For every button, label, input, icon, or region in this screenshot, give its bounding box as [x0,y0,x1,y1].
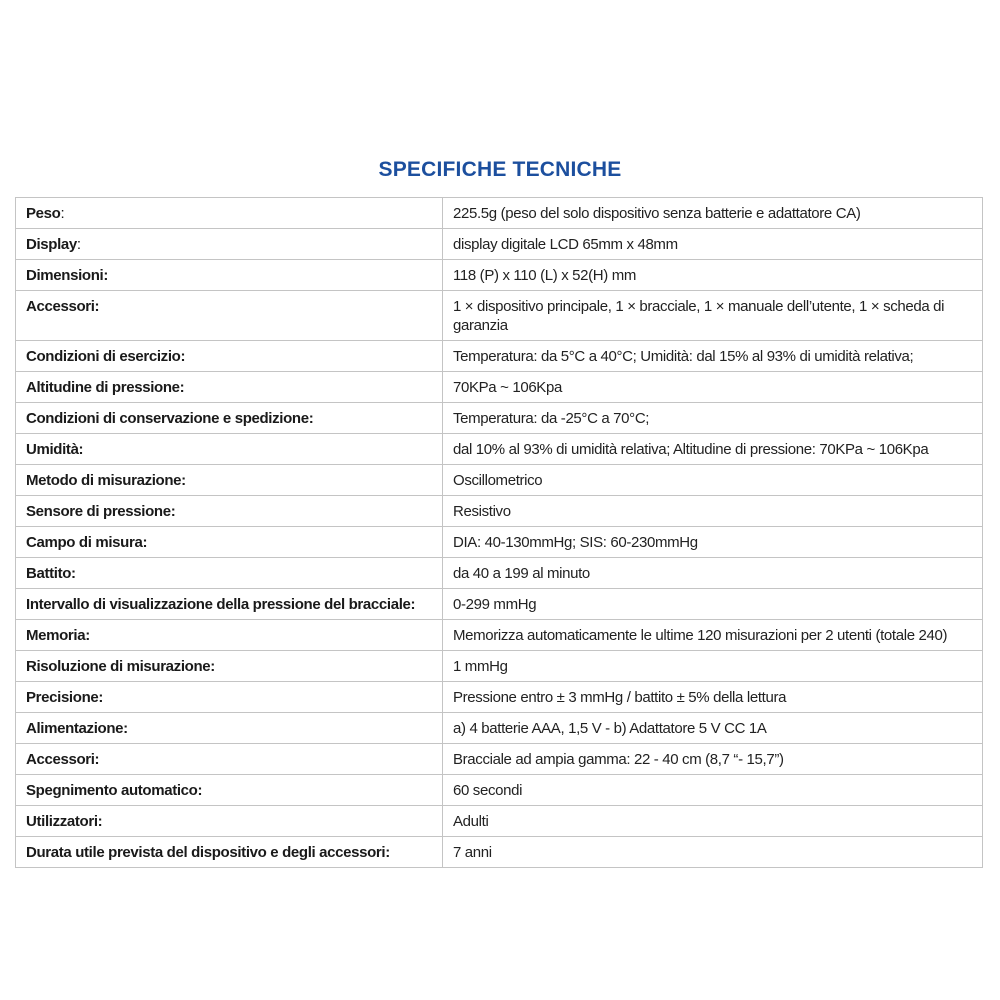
spec-value: a) 4 batterie AAA, 1,5 V - b) Adattatore 5 V CC 1A [443,713,983,744]
spec-label-cell [16,341,443,372]
spec-label-cell [16,372,443,403]
specifications-table [15,197,983,868]
spec-value: Temperatura: da 5°C a 40°C; Umidità: dal 15% al 93% di umidità relativa; [443,341,983,372]
spec-label: Umidità: [26,441,84,458]
spec-row [16,496,983,527]
spec-label: Altitudine di pressione: [26,379,185,396]
spec-label: Durata utile prevista del dispositivo e degli accessori: [26,844,390,861]
spec-label-cell [16,496,443,527]
spec-row [16,620,983,651]
spec-label-cell [16,775,443,806]
spec-label: Alimentazione: [26,720,128,737]
spec-label-cell [16,837,443,868]
spec-value: 7 anni [443,837,983,868]
spec-row [16,229,983,260]
spec-row [16,806,983,837]
spec-label: Spegnimento automatico: [26,782,203,799]
spec-row [16,260,983,291]
spec-row [16,434,983,465]
spec-label-cell [16,465,443,496]
spec-label-cell [16,744,443,775]
spec-label: Campo di misura: [26,534,148,551]
spec-value: da 40 a 199 al minuto [443,558,983,589]
spec-label-cell [16,198,443,229]
spec-label: Dimensioni: [26,267,108,284]
spec-row [16,372,983,403]
spec-value: Adulti [443,806,983,837]
spec-label-cell [16,403,443,434]
spec-label-cell [16,527,443,558]
spec-row [16,713,983,744]
spec-label-cell [16,260,443,291]
spec-label: Metodo di misurazione: [26,472,186,489]
spec-label: Condizioni di conservazione e spedizione: [26,410,314,427]
spec-row [16,527,983,558]
spec-label: Battito: [26,565,76,582]
spec-value: 0-299 mmHg [443,589,983,620]
spec-value: Pressione entro ± 3 mmHg / battito ± 5% della lettura [443,682,983,713]
spec-row [16,465,983,496]
spec-value: 1 × dispositivo principale, 1 × bracciale, 1 × manuale dell’utente, 1 × scheda di garanzia [443,291,983,341]
spec-label-cell [16,558,443,589]
spec-row [16,341,983,372]
spec-label: Precisione: [26,689,104,706]
spec-label: Peso [26,205,61,222]
spec-label: Display [26,236,77,253]
spec-label: Intervallo di visualizzazione della pressione del bracciale: [26,596,416,613]
spec-label: Condizioni di esercizio: [26,348,186,365]
spec-value: 118 (P) x 110 (L) x 52(H) mm [443,260,983,291]
spec-row [16,291,983,341]
spec-label: Memoria: [26,627,90,644]
page-title: SPECIFICHE TECNICHE [378,158,622,181]
spec-value: 70KPa ~ 106Kpa [443,372,983,403]
spec-label: Sensore di pressione: [26,503,176,520]
spec-row [16,775,983,806]
spec-row [16,198,983,229]
spec-label-cell [16,713,443,744]
spec-value: Memorizza automaticamente le ultime 120 misurazioni per 2 utenti (totale 240) [443,620,983,651]
spec-label-colon: : [60,205,65,222]
spec-label-cell [16,651,443,682]
spec-label-colon: : [76,236,81,253]
spec-label-cell [16,229,443,260]
spec-label: Accessori: [26,298,100,315]
spec-label-cell [16,620,443,651]
spec-value: 225.5g (peso del solo dispositivo senza batterie e adattatore CA) [443,198,983,229]
spec-value: DIA: 40-130mmHg; SIS: 60-230mmHg [443,527,983,558]
spec-label-cell [16,682,443,713]
spec-row [16,403,983,434]
spec-row [16,837,983,868]
spec-value: 60 secondi [443,775,983,806]
spec-label-cell [16,434,443,465]
specifications-table-body [16,198,983,868]
spec-value: 1 mmHg [443,651,983,682]
spec-label: Accessori: [26,751,100,768]
spec-value: Bracciale ad ampia gamma: 22 - 40 cm (8,7 “- 15,7”) [443,744,983,775]
spec-row [16,558,983,589]
spec-row [16,682,983,713]
spec-row [16,589,983,620]
spec-label-cell [16,589,443,620]
spec-row [16,651,983,682]
spec-value: Temperatura: da -25°C a 70°C; [443,403,983,434]
spec-label-cell [16,806,443,837]
spec-value: dal 10% al 93% di umidità relativa; Altitudine di pressione: 70KPa ~ 106Kpa [443,434,983,465]
spec-row [16,744,983,775]
spec-value: Oscillometrico [443,465,983,496]
spec-label: Utilizzatori: [26,813,103,830]
spec-value: display digitale LCD 65mm x 48mm [443,229,983,260]
spec-label-cell [16,291,443,341]
spec-label: Risoluzione di misurazione: [26,658,215,675]
spec-value: Resistivo [443,496,983,527]
